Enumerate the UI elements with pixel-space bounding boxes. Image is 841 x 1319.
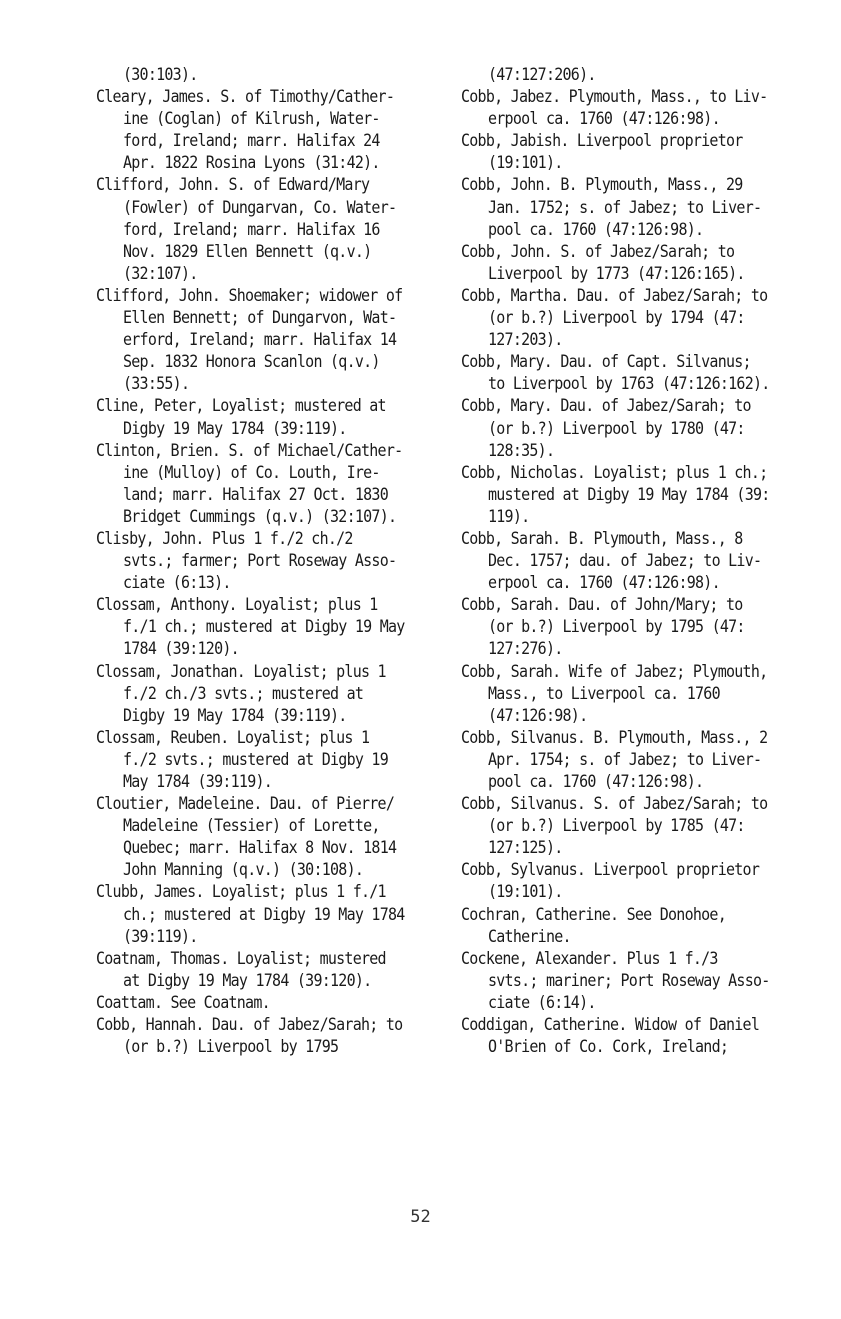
entry-first-line: Cobb, Sylvanus. Liverpool proprietor (461, 859, 760, 880)
entry-continuation-line: f./2 ch./3 svts.; mustered at (123, 682, 364, 704)
entry-first-line: Cobb, Nicholas. Loyalist; plus 1 ch.; (461, 461, 768, 483)
entry-continuation-line: Madeleine (Tessier) of Lorette, (123, 815, 380, 836)
entry-continuation-line: ciate (6:13). (123, 572, 231, 593)
entry-continuation-line: ine (Mulloy) of Co. Louth, Ire- (123, 461, 380, 483)
entry-continuation-line: f./2 svts.; mustered at Digby 19 (123, 749, 388, 770)
entry-first-line: Cobb, Mary. Dau. of Jabez/Sarah; to (461, 395, 751, 416)
entry-continuation-line: pool ca. 1760 (47:126:98). (488, 218, 704, 240)
entry-continuation-line: (or b.?) Liverpool by 1795 (123, 1036, 339, 1057)
entry-first-line: Clossam, Reuben. Loyalist; plus 1 (96, 727, 370, 748)
entry-continuation-line: (19:101). (488, 152, 563, 173)
entry-first-line: Cochran, Catherine. See Donohoe, (461, 903, 726, 924)
entry-continuation-line: (or b.?) Liverpool by 1795 (47: (488, 616, 745, 637)
entry-continuation-line: ine (Coglan) of Kilrush, Water- (123, 108, 380, 129)
entry-continuation-line: Sep. 1832 Honora Scanlon (q.v.) (123, 351, 380, 372)
entry-first-line: Clisby, John. Plus 1 f./2 ch./2 (96, 528, 353, 549)
entry-continuation-line: Apr. 1754; s. of Jabez; to Liver- (488, 749, 762, 770)
entry-continuation-line: land; marr. Halifax 27 Oct. 1830 (123, 484, 388, 505)
entry-continuation-line: May 1784 (39:119). (123, 771, 273, 792)
entry-first-line: Cockene, Alexander. Plus 1 f./3 (461, 947, 718, 969)
entry-continuation-line: (or b.?) Liverpool by 1780 (47: (488, 417, 745, 438)
entry-continuation-line: (19:101). (488, 881, 563, 902)
entry-continuation-line: Nov. 1829 Ellen Bennett (q.v.) (123, 240, 372, 262)
entry-continuation-line: (or b.?) Liverpool by 1785 (47: (488, 815, 745, 836)
entry-first-line: Clossam, Jonathan. Loyalist; plus 1 (96, 660, 386, 681)
entry-continuation-line: (or b.?) Liverpool by 1794 (47: (488, 307, 745, 328)
entry-continuation-line: f./1 ch.; mustered at Digby 19 May (123, 616, 405, 637)
page-number: 52 (410, 1207, 431, 1227)
entry-first-line: Cobb, Sarah. Wife of Jabez; Plymouth, (461, 660, 768, 681)
entry-first-line: Cobb, Sarah. B. Plymouth, Mass., 8 (461, 528, 743, 549)
entry-first-line: Cobb, John. S. of Jabez/Sarah; to (461, 240, 735, 262)
entry-continuation-line: mustered at Digby 19 May 1784 (39: (488, 484, 770, 505)
entry-continuation-line: svts.; mariner; Port Roseway Asso- (488, 970, 770, 991)
entry-first-line: Clifford, John. Shoemaker; widower of (96, 285, 403, 306)
entry-continuation-line: Liverpool by 1773 (47:126:165). (488, 263, 745, 284)
entry-continuation-line: to Liverpool by 1763 (47:126:162). (488, 373, 770, 394)
entry-first-line: Clossam, Anthony. Loyalist; plus 1 (96, 594, 378, 615)
entry-continuation-line: ciate (6:14). (488, 992, 596, 1013)
entry-first-line: Cobb, Hannah. Dau. of Jabez/Sarah; to (96, 1014, 403, 1035)
left-column (96, 62, 446, 1056)
entry-continuation-line: Mass., to Liverpool ca. 1760 (488, 682, 720, 704)
entry-continuation-line: 127:125). (488, 837, 563, 858)
entry-continuation-line: 128:35). (488, 439, 555, 460)
entry-continuation-line: Apr. 1822 Rosina Lyons (31:42). (123, 152, 380, 173)
entry-continuation-line: Digby 19 May 1784 (39:119). (123, 704, 347, 726)
entry-first-line: Cline, Peter, Loyalist; mustered at (96, 395, 386, 416)
entry-first-line: Cobb, Jabez. Plymouth, Mass., to Liv- (461, 86, 768, 107)
entry-continuation-line: ford, Ireland; marr. Halifax 24 (123, 130, 380, 151)
entry-continuation-line: svts.; farmer; Port Roseway Asso- (123, 550, 397, 571)
entry-first-line: Cobb, Jabish. Liverpool proprietor (461, 130, 743, 151)
entry-continuation-line: Dec. 1757; dau. of Jabez; to Liv- (488, 550, 762, 571)
entry-first-line: Cleary, James. S. of Timothy/Cather- (96, 86, 395, 107)
entry-continuation-line: John Manning (q.v.) (30:108). (123, 859, 364, 880)
entry-continuation-line: (33:55). (123, 373, 190, 394)
entry-continuation-line: O'Brien of Co. Cork, Ireland; (488, 1036, 729, 1057)
entry-continuation-line: (47:127:206). (488, 64, 596, 85)
entry-continuation-line: 127:203). (488, 329, 563, 350)
entry-continuation-line: 119). (488, 506, 530, 527)
entry-continuation-line: 127:276). (488, 638, 563, 659)
entry-continuation-line: 1784 (39:120). (123, 638, 239, 659)
entry-continuation-line: at Digby 19 May 1784 (39:120). (123, 970, 372, 991)
entry-continuation-line: Ellen Bennett; of Dungarvon, Wat- (123, 307, 397, 328)
entry-first-line: Cobb, John. B. Plymouth, Mass., 29 (461, 174, 743, 195)
entry-continuation-line: erpool ca. 1760 (47:126:98). (488, 572, 720, 593)
entry-continuation-line: (39:119). (123, 925, 198, 947)
entry-first-line: Cobb, Silvanus. S. of Jabez/Sarah; to (461, 793, 768, 814)
entry-continuation-line: Digby 19 May 1784 (39:119). (123, 417, 347, 438)
entry-continuation-line: (Fowler) of Dungarvan, Co. Water- (123, 196, 397, 217)
right-column (461, 62, 806, 1056)
entry-continuation-line: (30:103). (123, 64, 198, 85)
entry-continuation-line: Jan. 1752; s. of Jabez; to Liver- (488, 196, 762, 217)
entry-first-line: Clubb, James. Loyalist; plus 1 f./1 (96, 881, 386, 902)
entry-first-line: Clifford, John. S. of Edward/Mary (96, 174, 370, 195)
entry-continuation-line: (32:107). (123, 263, 198, 284)
entry-continuation-line: ford, Ireland; marr. Halifax 16 (123, 218, 380, 240)
entry-first-line: Clinton, Brien. S. of Michael/Cather- (96, 439, 403, 460)
entry-first-line: Cobb, Martha. Dau. of Jabez/Sarah; to (461, 285, 768, 306)
entry-continuation-line: Bridget Cummings (q.v.) (32:107). (123, 506, 397, 527)
entry-continuation-line: Catherine. (488, 925, 571, 947)
entry-continuation-line: (47:126:98). (488, 704, 588, 726)
entry-continuation-line: erpool ca. 1760 (47:126:98). (488, 108, 720, 129)
entry-first-line: Cobb, Mary. Dau. of Capt. Silvanus; (461, 351, 751, 372)
entry-first-line: Cobb, Silvanus. B. Plymouth, Mass., 2 (461, 727, 768, 748)
entry-first-line: Cloutier, Madeleine. Dau. of Pierre/ (96, 793, 395, 814)
entry-continuation-line: ch.; mustered at Digby 19 May 1784 (123, 903, 405, 924)
entry-continuation-line: Quebec; marr. Halifax 8 Nov. 1814 (123, 837, 397, 858)
entry-first-line: Coddigan, Catherine. Widow of Daniel (461, 1014, 760, 1035)
entry-first-line: Coattam. See Coatnam. (96, 992, 270, 1013)
entry-first-line: Cobb, Sarah. Dau. of John/Mary; to (461, 594, 743, 615)
entry-continuation-line: pool ca. 1760 (47:126:98). (488, 771, 704, 792)
entry-first-line: Coatnam, Thomas. Loyalist; mustered (96, 947, 386, 969)
entry-continuation-line: erford, Ireland; marr. Halifax 14 (123, 329, 397, 350)
